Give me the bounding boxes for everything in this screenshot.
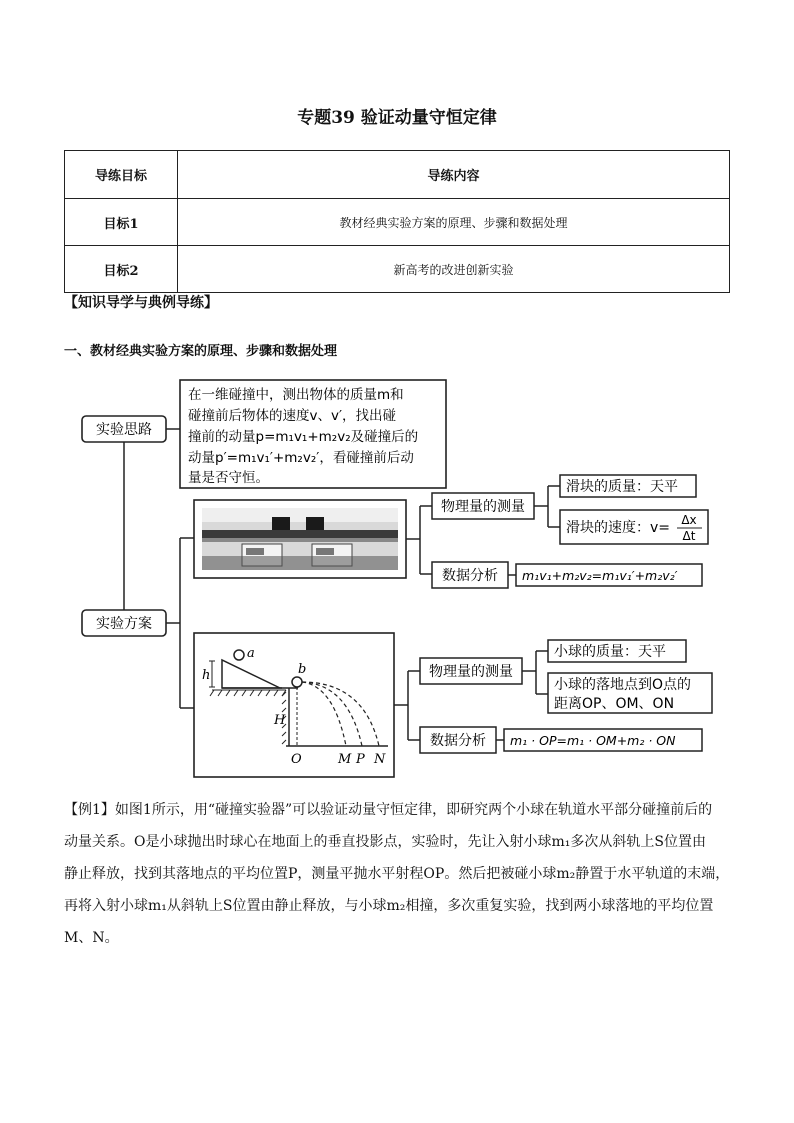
subsection-title: 一、教材经典实验方案的原理、步骤和数据处理	[64, 344, 338, 359]
idea-text-line: 撞前的动量p=m₁v₁+m₂v₂及碰撞后的	[188, 429, 419, 445]
label-M: M	[338, 752, 352, 767]
idea-text-line: 碰撞前后物体的速度v、v′，找出碰	[188, 408, 397, 424]
lower-analysis-formula: m₁ · OP=m₁ · OM+m₂ · ON	[510, 733, 676, 748]
table-header-cell: 导练目标	[65, 151, 178, 199]
lower-analysis-label: 数据分析	[430, 733, 486, 749]
label-h: h	[202, 668, 211, 683]
table-cell: 目标2	[65, 246, 178, 293]
table-row	[65, 199, 730, 246]
idea-text-line: 在一维碰撞中，测出物体的质量m和	[188, 387, 404, 403]
table-header-row	[65, 151, 730, 199]
example-paragraph	[64, 794, 730, 954]
label-a: a	[247, 646, 255, 661]
label-N: N	[374, 752, 386, 767]
upper-analysis-label: 数据分析	[442, 568, 498, 584]
table-row	[65, 246, 730, 293]
speed-numerator: Δx	[681, 513, 697, 527]
table-cell: 新高考的改进创新实验	[178, 246, 730, 293]
ball-mass-text: 小球的质量：天平	[554, 644, 666, 660]
section-heading: 【知识导学与典例导练】	[64, 295, 218, 311]
ball-b	[292, 677, 302, 687]
lower-measure-label: 物理量的测量	[429, 664, 513, 680]
landing-distance-line: 小球的落地点到O点的	[554, 677, 692, 693]
table-header-cell: 导练内容	[178, 151, 730, 199]
example-line: 静止释放，找到其落地点的平均位置P，测量平抛水平射程OP。然后把被碰小球m₂静置于水平轨道的末端，	[64, 866, 730, 882]
example-line: 动量关系。O是小球抛出时球心在地面上的垂直投影点，实验时，先让入射小球m₁多次从斜轨上S位置由	[64, 834, 706, 850]
plan-label: 实验方案	[96, 616, 152, 632]
example-line: 再将入射小球m₁从斜轨上S位置由静止释放，与小球m₂相撞，多次重复实验，找到两小球落地的平均位置	[64, 898, 714, 914]
upper-measure-label: 物理量的测量	[441, 499, 525, 515]
slider-mass-text: 滑块的质量：天平	[566, 479, 678, 495]
example-line: M、N。	[64, 930, 119, 946]
table-cell: 目标1	[65, 199, 178, 246]
label-H: H	[274, 713, 286, 728]
example-line: 【例1】如图1所示，用“碰撞实验器”可以验证动量守恒定律，即研究两个小球在轨道水平部分碰撞前后的	[64, 802, 713, 818]
landing-distance-line: 距离OP、OM、ON	[554, 696, 675, 712]
mind-map-diagram	[76, 378, 726, 780]
goals-table	[64, 150, 730, 293]
idea-label: 实验思路	[96, 422, 152, 438]
label-b: b	[298, 662, 307, 677]
label-O: O	[291, 752, 302, 767]
upper-analysis-formula: m₁v₁+m₂v₂=m₁v₁′+m₂v₂′	[522, 568, 678, 583]
label-P: P	[356, 752, 365, 767]
speed-denominator: Δt	[682, 529, 696, 543]
slider-speed-text: 滑块的速度：v=	[566, 520, 671, 536]
page-title: 专题39 验证动量守恒定律	[297, 108, 497, 128]
idea-text-line: 动量p′=m₁v₁′+m₂v₂′，看碰撞前后动	[188, 450, 414, 466]
ball-a	[234, 650, 244, 660]
idea-text-line: 量是否守恒。	[188, 470, 269, 486]
table-cell: 教材经典实验方案的原理、步骤和数据处理	[178, 199, 730, 246]
